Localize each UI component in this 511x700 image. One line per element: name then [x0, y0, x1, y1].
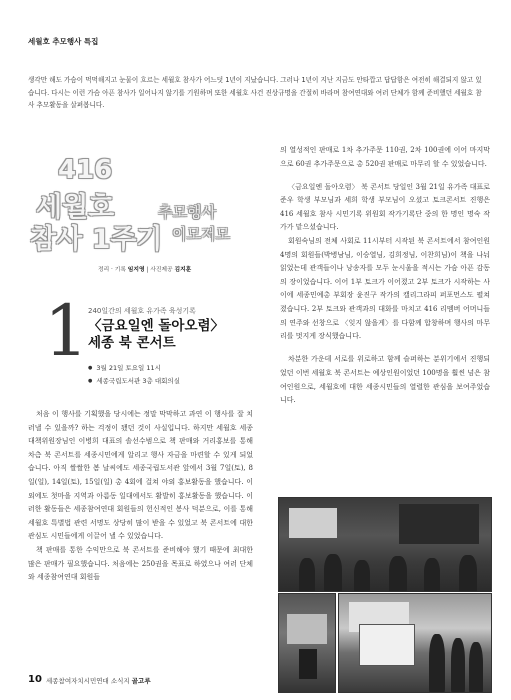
page-number: 10 — [28, 674, 42, 685]
body-right-column — [280, 144, 490, 408]
banner-photo — [278, 593, 336, 693]
body-paragraph: 차분한 가운데 서로를 위로하고 함께 슬퍼하는 분위기에서 진행되었던 이번 세월호 북 콘서트는 예상인원이었던 100명을 훨씬 넘은 참여인원으로, 세월호에 대한 세종시민들의 열렬한 관심을 보여주었습니다. — [280, 355, 490, 405]
credit-line — [98, 264, 191, 273]
event-info-list — [88, 362, 278, 388]
hero-line-416: 416 — [58, 155, 113, 185]
event-location: ● 세종국립도서관 3층 대회의실 — [88, 375, 278, 388]
body-paragraph: 의 열성적인 판매로 1차 추가주문 110권, 2차 100권에 이어 마지막으로 60권 추가주문으로 총 520권 판매로 마무리 할 수 있었습니다. — [280, 146, 490, 168]
article-headline-concert: 세종 북 콘서트 — [88, 335, 176, 351]
article-number: 1 — [44, 290, 89, 372]
event-date: ● 3월 21일 토요일 11시 — [88, 362, 278, 375]
credit-separator: | 사진제공 — [144, 267, 173, 273]
footer-publication — [46, 676, 151, 685]
section-label: 세월호 추모행사 특집 — [28, 37, 99, 46]
hero-line-anniversary: 참사 1주기 — [30, 224, 163, 255]
hero-title-graphic — [16, 155, 266, 273]
footer-publisher: 세종참여자치시민연대 소식지 — [46, 677, 130, 685]
article-kicker: 240일간의 세월호 유가족 육성기록 — [88, 307, 196, 315]
body-paragraph: 회원숙님의 전체 사회로 11시부터 시작된 북 콘서트에서 참여인원 4명의 회원들(박병남님, 이승열님, 김희정님, 이찬희님)이 책을 나눠 읽었는데 관객들이나 낭송자를 모두 눈시울을 적시는 가슴 아픈 감동의 장이었습니다. 이어 1부 토크가 이어졌고 2부 토크가 시작하는 사이에 세종민예총 부회장 윤진구 작가의 캘리그라피 퍼포먼스도 펼쳐졌습니다. 2부 토크와 관객과의 대화를 마치고 416 리멤버 어머니들의 연주와 선창으로 〈잊지 않을게〉를 다함께 합창하며 행사의 마무리를 멋지게 장식했습니다. — [280, 237, 490, 341]
footer-magazine-name: 골고루 — [131, 677, 151, 685]
body-left-column — [28, 408, 253, 585]
article-header — [88, 306, 278, 388]
intro-paragraph: 생각만 해도 가슴이 먹먹해지고 눈물이 흐르는 세월호 참사가 어느덧 1년이 지났습니다. 그러나 1년이 지난 지금도 안타깝고 답답함은 여전히 해결되지 않고 있습니다. 다시는 이런 가슴 아픈 참사가 일어나지 않기를 기원하며 또한 세월호 사건 진상규명을 간절히 바라며 참여연대와 여러 단체가 함께 준비했던 세월호 참사 추모활동을 살펴봅니다. — [28, 76, 482, 109]
concert-audience-photo — [278, 497, 492, 592]
outdoor-campaign-photo — [338, 593, 492, 693]
body-paragraph: 책 판매를 통한 수익만으로 북 콘서트를 준비해야 했기 때문에 최대한 많은 판매가 필요했습니다. 처음에는 250권을 목표로 하였으나 여러 단체와 세종참여연대 회원들 — [28, 545, 253, 582]
hero-line-sewolho: 세월호 — [36, 192, 115, 223]
body-paragraph: 〈금요일엔 돌아오렴〉 북 콘서트 당일인 3월 21일 유가족 대표로 준우 학생 부모님과 세희 학생 부모님이 오셨고 토크콘서트 진행은 416 세월호 참사 시민기록 위원회 작가기록단 중의 한 명인 명숙 작가가 맡으셨습니다. — [280, 182, 490, 232]
article-headline-book: 〈금요일엔 돌아오렴〉 — [88, 318, 225, 334]
credit-writer: 임지영 — [127, 267, 145, 273]
credit-photographer: 김지훈 — [174, 267, 192, 273]
hero-subtitle-memorial: 추모행사 — [158, 203, 216, 221]
hero-subtitle-scenes: 이모저모 — [172, 225, 230, 243]
body-paragraph: 처음 이 행사를 기획했을 당시에는 정말 막막하고 과연 이 행사를 잘 치러낼 수 있을까? 하는 걱정이 됐던 것이 사실입니다. 하지만 세월호 세종 대책위원장님인 이병희 대표의 솔선수범으로 책 판매와 거리홍보를 통해 차츰 북 콘서트를 세종시민에게 알리고 행사 자금을 마련할 수 있게 되었습니다. 아직 쌀쌀한 봄 날씨에도 세종국립도서관 앞에서 3월 7일(토), 8일(일), 14일(토), 15일(일) 총 4회에 걸쳐 야외 홍보활동을 했습니다. 이외에도 첫마을 지역과 아름동 일대에서도 활발히 홍보활동을 했습니다. 이러한 활동들은 세종참여연대 회원들의 헌신적인 봉사 덕분으로, 이를 통해 세월호 특별법 관련 서명도 상당히 많이 받을 수 있었고 북 콘서트에 대한 관심도 시민들에게 이끌어 낼 수 있었습니다. — [28, 410, 253, 541]
credit-prefix: 정리 · 기록 — [98, 267, 126, 273]
